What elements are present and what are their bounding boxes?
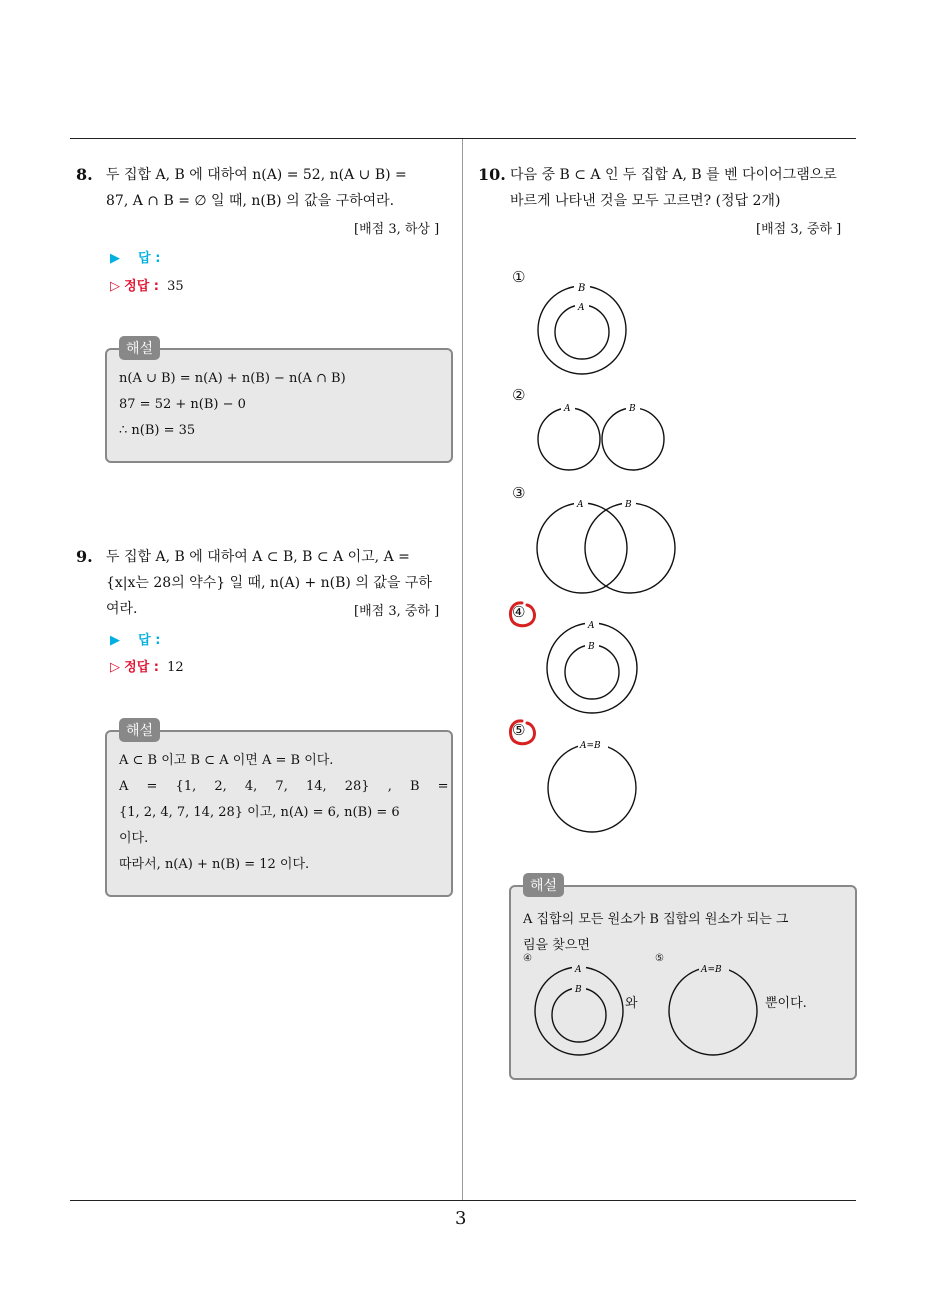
right-label: B <box>625 500 632 510</box>
q9-solution-lines <box>119 748 449 878</box>
q8-sol-line: 87 = 52 + n(B) − 0 <box>119 397 246 412</box>
q9-sol-line: {1, 2, 4, 7, 14, 28} 이고, n(A) = 6, n(B) = 6 <box>119 805 400 820</box>
q9-answer-label: 답 : <box>138 633 161 648</box>
sol-small-num-1: ④ <box>523 953 532 964</box>
q9-text-line3: 여라. <box>106 601 138 617</box>
outline-play-icon: ▷ <box>110 660 120 675</box>
q8-meta: [배점 3, 하상 ] <box>354 222 440 237</box>
top-rule <box>70 138 856 139</box>
right-circle <box>602 408 664 470</box>
choice-4-number[interactable]: ④ <box>512 603 526 621</box>
q9-solution-box <box>105 730 453 897</box>
outline-play-icon: ▷ <box>110 279 120 294</box>
q10-number: 10. <box>478 165 506 184</box>
inner-circle <box>555 305 609 359</box>
q9-sol-line: 이다. <box>119 831 149 846</box>
sol-connector: 와 <box>625 996 638 1011</box>
q9-correct-value: 12 <box>167 660 184 675</box>
choice-3-venn-diagram[interactable] <box>530 496 685 601</box>
q9-number: 9. <box>76 547 93 566</box>
choice-5-number[interactable]: ⑤ <box>512 721 526 739</box>
q8-solution-lines <box>119 366 346 444</box>
outer-label: A <box>575 965 582 975</box>
q8-answer-row <box>110 247 160 266</box>
q8-solution-box <box>105 348 453 463</box>
equal-circle <box>669 967 757 1055</box>
outer-circle <box>538 286 626 374</box>
solution-venn-1 <box>531 963 631 1057</box>
q9-solution-tag: 해설 <box>119 718 160 742</box>
left-circle <box>537 503 627 593</box>
q9-sol-line: A = {1, 2, 4, 7, 14, 28} , B = <box>119 779 449 794</box>
column-divider <box>462 139 463 1201</box>
q9-answer-row <box>110 629 160 648</box>
inner-label: A <box>578 303 585 313</box>
q10-text-line1: 다음 중 B ⊂ A 인 두 집합 A, B 를 벤 다이어그램으로 <box>510 167 837 183</box>
inner-circle <box>565 645 619 699</box>
q8-text-line1: 두 집합 A, B 에 대하여 n(A) = 52, n(A ∪ B) = <box>106 167 407 183</box>
choice-3-number[interactable]: ③ <box>512 484 526 502</box>
q9-meta: [배점 3, 중하 ] <box>354 604 440 619</box>
q8-text-line2: 87, A ∩ B = ∅ 일 때, n(B) 의 값을 구하여라. <box>106 193 395 209</box>
q9-text-line1: 두 집합 A, B 에 대하여 A ⊂ B, B ⊂ A 이고, A = <box>106 549 410 565</box>
q8-answer-label: 답 : <box>138 251 161 266</box>
q10-sol-line1: A 집합의 모든 원소가 B 집합의 원소가 되는 그 <box>523 912 789 927</box>
q9-text-line2: {x|x는 28의 약수} 일 때, n(A) + n(B) 의 값을 구하 <box>106 575 432 591</box>
q10-text-line2: 바르게 나타낸 것을 모두 고르면? (정답 2개) <box>510 193 781 209</box>
left-label: A <box>577 500 584 510</box>
choice-2-venn-diagram[interactable] <box>530 398 675 478</box>
choice-2-number[interactable]: ② <box>512 386 526 404</box>
bottom-rule <box>70 1200 856 1201</box>
q10-solution-tag: 해설 <box>523 873 564 897</box>
left-label: A <box>564 404 571 414</box>
sol-small-num-2: ⑤ <box>655 953 664 964</box>
q8-number: 8. <box>76 165 93 184</box>
choice-1-venn-diagram[interactable] <box>530 280 640 380</box>
play-icon: ▶ <box>110 251 120 266</box>
q8-sol-line: n(A ∪ B) = n(A) + n(B) − n(A ∩ B) <box>119 371 346 386</box>
equal-label: A=B <box>580 741 601 751</box>
solution-venn-2 <box>665 963 765 1057</box>
left-circle <box>538 408 600 470</box>
q10-meta: [배점 3, 중하 ] <box>756 222 842 237</box>
q9-sol-line: A ⊂ B 이고 B ⊂ A 이면 A = B 이다. <box>119 753 334 768</box>
q10-sol-line2: 림을 찾으면 <box>523 938 590 953</box>
choice-5-venn-diagram[interactable] <box>540 736 650 836</box>
right-circle <box>585 503 675 593</box>
q8-correct-label: 정답 : <box>124 279 159 294</box>
q9-correct-label: 정답 : <box>124 660 159 675</box>
inner-label: B <box>575 985 582 995</box>
q9-sol-line: 따라서, n(A) + n(B) = 12 이다. <box>119 857 310 872</box>
outer-label: B <box>578 283 586 294</box>
right-label: B <box>629 404 636 414</box>
inner-circle <box>552 988 606 1042</box>
q8-solution-tag: 해설 <box>119 336 160 360</box>
sol-end: 뿐이다. <box>765 996 807 1011</box>
inner-label: B <box>588 642 595 652</box>
page-number: 3 <box>455 1208 467 1229</box>
play-icon: ▶ <box>110 633 120 648</box>
equal-circle <box>548 744 636 832</box>
choice-4-venn-diagram[interactable] <box>540 616 650 716</box>
q8-sol-line: ∴ n(B) = 35 <box>119 423 196 438</box>
q8-correct-row <box>110 275 184 294</box>
outer-label: A <box>588 621 595 631</box>
equal-label: A=B <box>701 965 722 975</box>
q10-solution-box <box>509 885 857 1080</box>
q9-correct-row <box>110 656 184 675</box>
q8-correct-value: 35 <box>167 279 184 294</box>
choice-1-number[interactable]: ① <box>512 268 526 286</box>
